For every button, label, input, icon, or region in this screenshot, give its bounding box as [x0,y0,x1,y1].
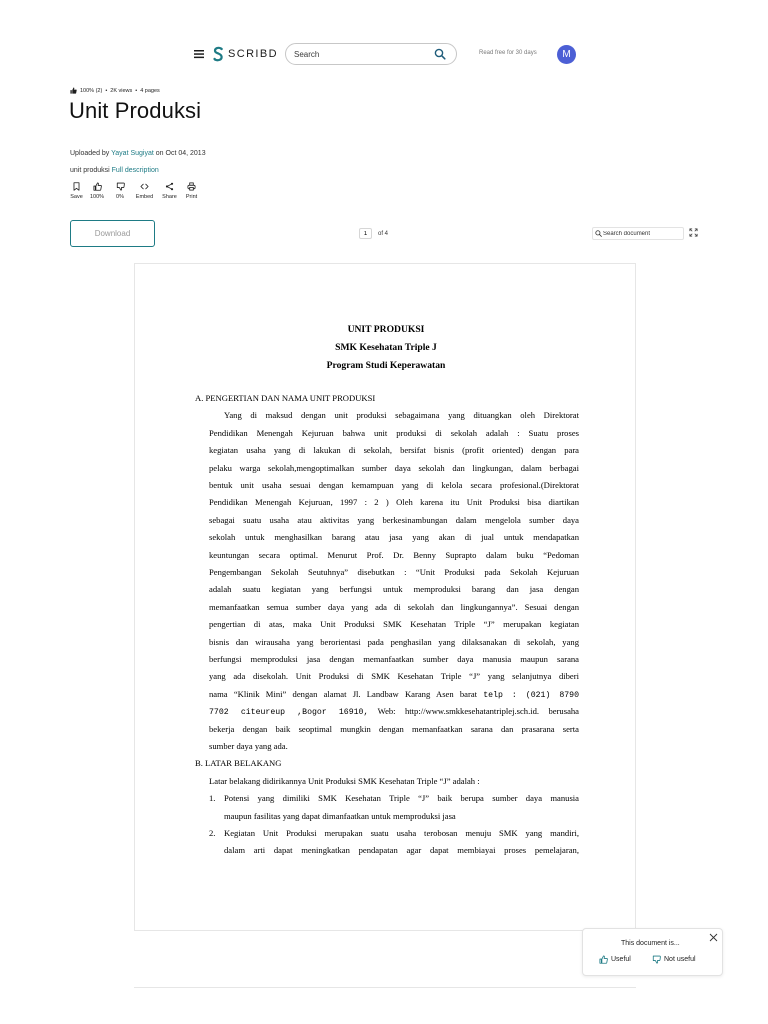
print-icon [187,182,196,191]
stats-separator: • [135,87,138,94]
upload-info [70,150,206,157]
not-useful-button[interactable] [652,955,696,964]
list-number: 2. [209,828,216,838]
paragraph-line: kegiatan usaha yang di lakukan di sekolah, bersifat bisnis (profit oriented) dengan para [209,445,579,456]
download-button[interactable]: Download [70,220,155,247]
uploaded-date: on Oct 04, 2013 [155,150,206,157]
rating-text: 100% (2) [80,87,103,94]
stats-separator: • [105,87,108,94]
page-number-input[interactable] [359,228,372,239]
fullscreen-icon[interactable] [689,228,698,237]
description-line [70,167,159,174]
paragraph-line: Yang di maksud dengan unit produksi sebagaimana yang dituangkan oleh Direktorat [224,410,579,421]
thumbs-down-icon [116,182,125,191]
code-icon [140,182,149,191]
address-text: nama “Klinik Mini” dengan alamat Jl. Landbaw Karang Asen barat [209,688,484,699]
document-heading: UNIT PRODUKSI [347,324,425,335]
embed-button[interactable] [132,182,157,200]
website-text: Web: http://www.smkkesehatantriplej.sch.id. berusaha [368,706,580,717]
search-document-input[interactable] [602,231,681,237]
feedback-card [582,928,723,976]
site-search [285,43,457,65]
useful-label: Useful [611,956,631,963]
full-description-link[interactable]: Full description [111,167,159,174]
paragraph-line: Latar belakang didirikannya Unit Produksi SMK Kesehatan Triple “J” adalah : [209,775,480,786]
paragraph-line [209,686,579,704]
embed-label: Embed [135,194,154,200]
uploader-link[interactable]: Yayat Sugiyat [111,150,154,157]
thumbs-up-icon [599,955,608,964]
address-mono-text: 7702 citeureup ,Bogor 16910, [209,708,369,718]
thumbs-up-icon [70,87,77,94]
paragraph-line: keuntungan secara optimal. Menurut Prof. Dr. Benny Suprapto dalam buku “Pedoman [209,549,579,560]
bookmark-icon [72,182,81,191]
thumbs-down-icon [652,955,661,964]
menu-icon[interactable] [193,48,205,60]
page-title: Unit Produksi [69,98,202,123]
section-heading: A. PENGERTIAN DAN NAMA UNIT PRODUKSI [195,393,376,403]
top-navigation [0,42,768,66]
description-text: unit produksi [70,167,110,174]
save-label: Save [70,194,83,200]
uploaded-prefix: Uploaded by [70,150,110,157]
page-navigator [359,228,388,239]
like-button[interactable] [86,182,108,200]
document-subheading: Program Studi Keperawatan [326,360,446,371]
paragraph-line: sumber daya yang ada. [209,741,288,751]
share-label: Share [162,194,177,200]
paragraph-line: Pendidikan Menengah Kejuruan, 1997 : 2 ) Oleh karena itu Unit Produksi bisa diartikan [209,497,579,508]
avatar[interactable]: M [557,45,576,64]
pages-text: 4 pages [140,87,160,94]
paragraph-line: berfungsi memproduksi jasa dengan memanfaatkan sumber daya manusia maupun sarana [209,654,579,664]
list-number: 1. [209,793,216,804]
feedback-title: This document is... [621,940,680,947]
document-stats [70,87,160,94]
paragraph-line: yang ada disekolah. Unit Produksi di SMK Kesehatan Triple “J” yang selanjutnya diberi [209,671,579,682]
dislike-label: 0% [116,194,124,200]
scribd-logo[interactable] [212,44,278,64]
paragraph-line: pengertian di atas, maka Unit Produksi SMK Kesehatan Triple “J” merupakan kegiatan [209,619,579,630]
document-actions [67,182,201,200]
print-button[interactable] [182,182,201,200]
paragraph-line: Pengembangan Sekolah Seutuhnya” disebutkan : “Unit Produksi pada Sekolah Kejuruan [209,567,579,577]
paragraph-line: bentuk unit usaha sesuai dengan kemampuan yang di kelola secara profesional.(Direktorat [209,480,579,490]
save-button[interactable] [67,182,86,200]
logo-text: SCRIBD [228,48,278,60]
paragraph-line [209,703,579,721]
search-icon [595,230,602,237]
not-useful-label: Not useful [664,956,696,963]
paragraph-line: Pendidikan Menengah Kejuruan bahwa unit produksi di sekolah adalah : Suatu proses [209,427,579,438]
read-free-link[interactable]: Read free for 30 days [479,50,537,56]
dislike-button[interactable] [108,182,132,200]
share-icon [165,182,174,191]
list-item-line: dalam arti dapat meningkatkan pendapatan agar dapat membiayai proses pemelajaran, [224,845,579,856]
close-icon[interactable] [709,933,718,942]
next-page-edge [134,987,636,988]
phone-text: telp : (021) 8790 [483,690,579,700]
document-subheading: SMK Kesehatan Triple J [335,342,437,353]
share-button[interactable] [157,182,182,200]
document-page [134,263,636,931]
paragraph-line: sebagai suatu usaha atau aktivitas yang berkesinambungan dalam mengelola sumber daya [209,514,579,525]
document-search [592,227,684,240]
list-item-line: Kegiatan Unit Produksi merupakan suatu usaha terobosan menuju SMK yang mandiri, [224,828,579,838]
paragraph-line: memanfaatkan semua sumber daya yang ada di sekolah dan lingkungannya”. Sesuai dengan [209,601,579,612]
list-item-line: Potensi yang dimiliki SMK Kesehatan Triple “J” baik berupa sumber daya manusia [224,793,579,804]
search-input[interactable] [294,47,434,61]
scribd-logo-icon [212,46,224,62]
paragraph-line: adalah suatu kegiatan yang berfungsi untuk memproduksi barang dan jasa dengan [209,584,579,595]
views-text: 2K views [110,87,133,94]
page-count: of 4 [378,230,389,237]
thumbs-up-icon [93,182,102,191]
list-item-line: maupun fasilitas yang dapat dimanfaatkan untuk memproduksi jasa [224,810,456,821]
useful-button[interactable] [599,955,631,964]
section-heading: B. LATAR BELAKANG [195,758,282,769]
print-label: Print [185,194,198,200]
paragraph-line: bekerja dengan baik seoptimal mungkin dengan memanfaatkan sarana dan prasarana serta [209,723,579,734]
paragraph-line: sekolah untuk menghasilkan barang atau jasa yang akan di jual untuk mendapatkan [209,532,579,543]
paragraph-line: bisnis dan wirausaha yang berorientasi pada penghasilan yang dilaksanakan di sekolah, yang [209,636,579,647]
paragraph-line: pelaku warga sekolah,mengoptimalkan sumber daya sekolah dan lingkungan, dalam berbagai [209,462,579,473]
like-label: 100% [89,194,105,200]
search-icon[interactable] [434,48,446,60]
